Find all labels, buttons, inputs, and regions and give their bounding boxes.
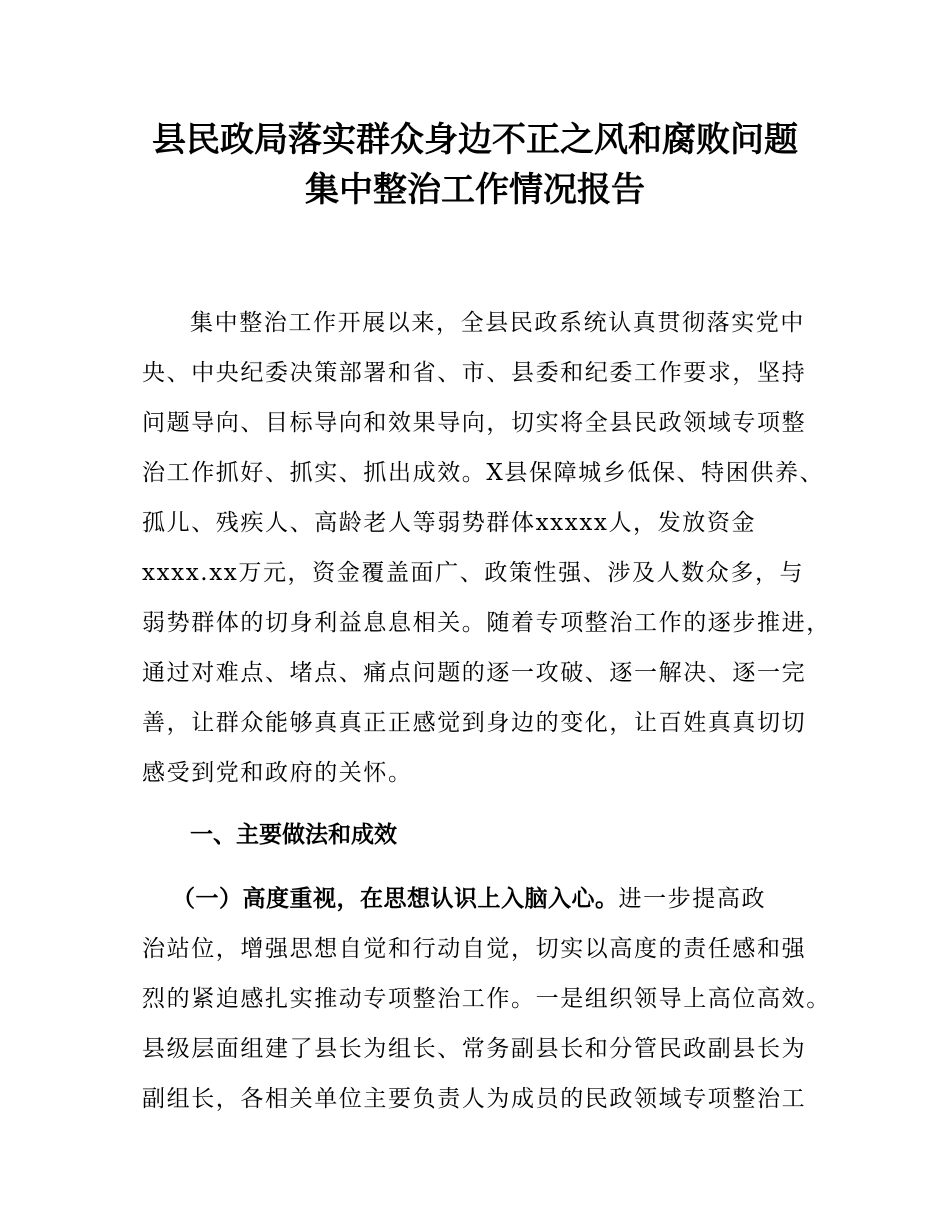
subsection-paragraph-line: 治站位，增强思想自觉和行动自觉，切实以高度的责任感和强 <box>142 936 807 962</box>
intro-paragraph-line: 央、中央纪委决策部署和省、市、县委和纪委工作要求，坚持 <box>142 360 807 386</box>
intro-paragraph-line: 治工作抓好、抓实、抓出成效。X县保障城乡低保、特困供养、 <box>142 460 825 486</box>
subsection-heading: （一）高度重视，在思想认识上入脑入心。 <box>172 886 619 912</box>
intro-paragraph-line: 感受到党和政府的关怀。 <box>142 760 413 786</box>
subsection-paragraph-line: 烈的紧迫感扎实推动专项整治工作。一是组织领导上高位高效。 <box>142 986 831 1012</box>
subsection-first-line-text: 进一步提高政 <box>618 886 767 912</box>
intro-paragraph-line: 问题导向、目标导向和效果导向，切实将全县民政领域专项整 <box>142 410 807 436</box>
document-title-line-1: 县民政局落实群众身边不正之风和腐败问题 <box>152 120 798 160</box>
section-heading: 一、主要做法和成效 <box>190 822 397 848</box>
intro-paragraph-line: xxxx.xx万元，资金覆盖面广、政策性强、涉及人数众多，与 <box>142 560 805 586</box>
intro-paragraph-line: 弱势群体的切身利益息息相关。随着专项整治工作的逐步推进， <box>142 610 831 636</box>
intro-paragraph-line: 孤儿、残疾人、高龄老人等弱势群体xxxxx人，发放资金 <box>142 510 757 536</box>
document-title-line-2: 集中整治工作情况报告 <box>305 170 645 210</box>
subsection-paragraph-line: 县级层面组建了县长为组长、常务副县长和分管民政副县长为 <box>142 1036 807 1062</box>
intro-paragraph-line: 集中整治工作开展以来，全县民政系统认真贯彻落实党中 <box>190 310 805 336</box>
subsection-first-line <box>172 884 862 914</box>
intro-paragraph-line: 通过对难点、堵点、痛点问题的逐一攻破、逐一解决、逐一完 <box>142 660 807 686</box>
subsection-paragraph-line: 副组长，各相关单位主要负责人为成员的民政领域专项整治工 <box>142 1086 807 1112</box>
intro-paragraph-line: 善，让群众能够真真正正感觉到身边的变化，让百姓真真切切 <box>142 710 807 736</box>
